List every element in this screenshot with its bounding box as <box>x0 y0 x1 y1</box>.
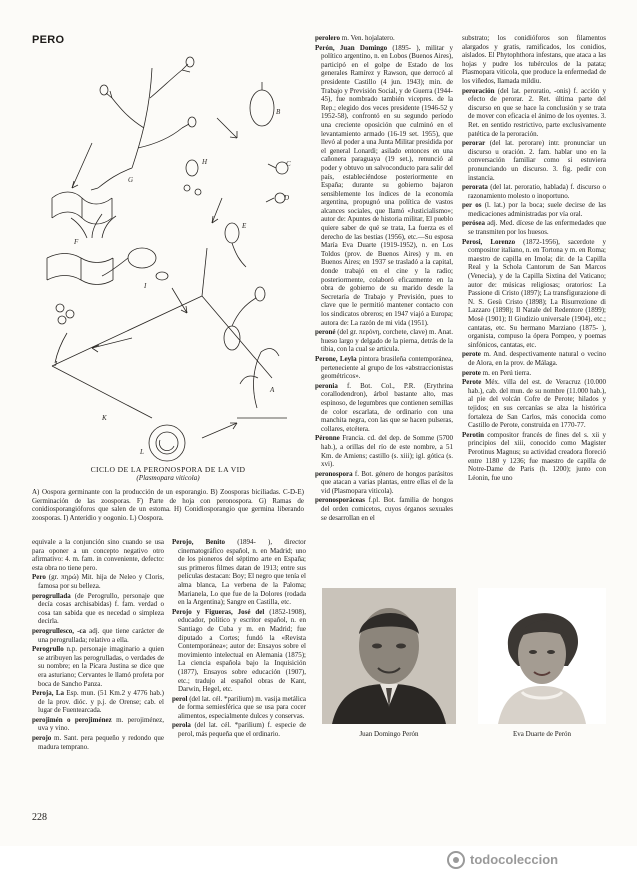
fig-label-g: G <box>128 176 134 184</box>
fig-label-h: H <box>202 158 208 166</box>
figure-caption: A) Oospora germinante con la producción de un esporangio. B) Zoosporas biciliadas. C-D-E) Germinación de las zoosporas. F) Parte de hoja con peronospora. G) Ramas de conidiosporangióforos que salen de un estoma. H) Conidiosporangio que germina liberando zoosporas. I) Anteridio y oogonio. L) Oospora. <box>32 488 304 522</box>
dictionary-entry: perogrullesco, -ca adj. que tiene carácter de una perogrullada; relativo a ella. <box>32 626 164 644</box>
portrait-eva-duarte-de-peron <box>478 588 606 724</box>
watermark-logo-icon <box>446 850 466 870</box>
dictionary-entry: perolero m. Ven. hojalatero. <box>315 34 395 42</box>
dictionary-entry: Perosi, Lorenzo (1872-1956), sacerdote y compositor italiano, n. en Tortona y m. en Roma; maestro de capilla en Imola; dir. de la Capilla Real y la Schola Cantorum de San Marcos (Venecia), y de la Capilla Sixtina del Vaticano; autor de: músicas religiosas; oratorios: La Passione di Cristo (1897); La transfigurazione di N. S. Gesù Cristo (1898); La Risurrezione di Lazzaro (1898); Il Natale del Redentore (1899); Mosè (1901); Il Giudizio universale (1904), etc.; cantatas, etc. Su hermano Marziano (1875- ), organista, compuso la ópera Pompeo, y poemas sinfónicos, cantatas, etc. <box>462 237 606 349</box>
fig-label-d: D <box>284 194 290 202</box>
figure-subtitle: (Plasmopara viticola) <box>136 474 200 482</box>
oospore-outer <box>149 425 185 461</box>
dictionary-entry: per os (l. lat.) por la boca; suele decirse de las medicaciones administradas por vía oral. <box>462 201 606 218</box>
fig-label-f: F <box>74 238 79 246</box>
fig-label-j: J <box>54 360 58 368</box>
conidiophore-branches <box>98 68 182 188</box>
fig-label-k: K <box>102 414 107 422</box>
dictionary-entry: perojo m. Sant. pera pequeño y redondo que madura temprano. <box>32 734 164 751</box>
dictionary-entry: Perotin compositor francés de fines del s. xii y principios del xiii, conocido como Magister Perotinus Magnus; su actividad creadora floreció entre 1180 y 1236; fue maestro de capilla de Notre-Dame de Paris (h. 1200); junto con Léonin, fue uno <box>462 430 606 482</box>
fig-label-a: A <box>270 386 275 394</box>
page-number: 228 <box>32 812 47 823</box>
fig-label-c: C <box>286 160 291 168</box>
fig-label-i: I <box>144 282 147 290</box>
dictionary-entry: perorar (del lat. perorare) intr. pronunciar un discurso u oración. 2. fam. hablar uno en la conversación familiar como si estuviera pronunciando un discurso. 3. fig. pedir con instancia. <box>462 139 606 182</box>
portrait-man-image <box>322 588 456 724</box>
photo-caption-right: Eva Duarte de Perón <box>512 730 572 738</box>
dictionary-entry: perola (del lat. cél. *parilium) f. especie de perol, más pequeña que el ordinario. <box>172 721 306 739</box>
dictionary-entry: Perone, Leyla pintora brasileña contemporánea, perteneciente al grupo de los «abstraccionistas geométricos». <box>315 354 453 381</box>
leaf-cells-lower <box>47 254 113 285</box>
dictionary-entry: perorata (del lat. peroratio, hablada) f. discurso o razonamiento molesto o inoportuno. <box>462 183 606 200</box>
dictionary-entry: Péronne Francia. cd. del dep. de Somme (5700 hab.), a orillas del río de este nombre, a 51 Km. de Amiens; castillo (s. xiii); igl. gótica (s. xvi). <box>315 434 453 469</box>
dictionary-entry: peronia f. Bot. Col., P.R. (Erythrina corallodendron), árbol bastante alto, mas espinoso, de legumbres que contienen semillas de color escarlata, de ordinario con una manchita negra, con las que se hacen pulseras, collares, etcétera. <box>315 381 453 433</box>
text-column-4 <box>462 34 606 582</box>
figure-title: CICLO DE LA PERONOSPORA DE LA VID <box>90 465 246 474</box>
dictionary-entry: perote m. And. despectivamente natural o vecino de Alora, en la prov. de Málaga. <box>462 350 606 367</box>
portrait-juan-domingo-peron <box>322 588 456 724</box>
vine-sprout <box>240 349 279 408</box>
text-column-1 <box>32 538 164 808</box>
cycle-triangle <box>52 296 272 378</box>
running-head: PERO <box>32 34 65 46</box>
entry-text: substrato; los conidióforos son filamentos alargados y gratis, ramificados, los conidios, aislados. El Phytophthora infestans, que ataca a las hojas y pudre los tubérculos de la patata; Plasmopara viticola, que produce la enfermedad de los viñedos, llamada mildiu. <box>462 34 606 85</box>
dictionary-entry: Perón, Juan Domingo (1895- ), militar y político argentino, n. en Lobos (Buenos Aires), participó en el golpe de Estado de los generales Ramírez y Rawson, que derrocó al presidente Castillo (4 jun. 1943); min. de Trabajo y Previsión Social, y de Guerra (1944-45), fue nombrado también vicepres. de la Rep.; elegido dos veces presidente (1946-52 y 1952-58), confrontó en su segundo período una creciente oposición que culminó en el levantamiento armado (16-19 set. 1955), que llevó al poder a una Junta Militar presidida por el general Lonardi; asilado entonces en una cañonera paraguaya (19 set.), renunció al poder y obtuvo un salvoconducto para salir del país, estableciéndose posteriormente en España; durante su gobierno bajaron sensiblemente los índices de la economía argentina, propugnó una política de vastos alcances sociales, que llamó «Justicialismo»; autor de: Apuntes de historia militar, El pueblo quiere saber de qué se trata, La fuerza es el derecho de las bestias (1956), etc.—Su esposa María Eva Duarte (1919-1952), n. en Los Toldos (prov. de Buenos Aires) y m. en Buenos Aires; en 1937 se trasladó a la capital, donde trabajó en el cine y la radio; posteriormente, colaboró eficazmente en la obra de gobierno de su marido desde la Secretaría de Trabajo y Previsión, pues to clave que le permitió mantener contacto con los sindicatos obreros; en 1947 viajó a Europa; autora de: La razón de mi vida (1951). <box>315 43 453 327</box>
dictionary-entry: peroración (del lat. peroratio, -onis) f. acción y efecto de perorar. 2. Ret. última parte del discurso en que se hace la conclusión y se trata de mover con eficacia el ánimo de los oyentes. 3. Ret. en sentido restrictivo, parte exclusivamente patética de la peroración. <box>462 86 606 138</box>
text-column-3 <box>315 34 453 582</box>
dictionary-entry: perósea adj. Med. dícese de las enfermedades que se transmiten por los huesos. <box>462 219 606 237</box>
dictionary-entry: Perojo, Benito (1894- ), director cinematográfico español, n. en Madrid; uno de los pioneros del séptimo arte en España; sus primeros filmes datan de 1913; entre sus películas destacan: Boy; El negro que tenía el alma blanca, La verbena de la Paloma; Marianela, Lo que fue de la Dolores (rodada en la Argentina); Sangre en Castilla, etc. <box>172 538 306 607</box>
dictionary-entry: perogrullada (de Perogrullo, personaje que decía cosas archisabidas) f. fam. verdad o cosa tan sabida que es necedad o simpleza decirla. <box>32 591 164 626</box>
text-column-2 <box>172 538 306 808</box>
dictionary-entry: perote m. en Perú tierra. <box>462 368 532 377</box>
dictionary-entry: Perogrullo n.p. personaje imaginario a quien se atribuyen las perogrulladas, o verdades de su nombre; en la Pícara Justina se dice que era asturiano; Cervantes le llamó profeta por boca de Sancho Panza. <box>32 645 164 688</box>
dictionary-entry: perojimén o perojiménez m. perojiménez, uva y vino. <box>32 715 164 733</box>
dictionary-entry: Peroja, La Esp. mun. (51 Km.2 y 4776 hab.) de la prov. dióc. y p.j. de Orense; cab. el lugar de Fuentearcada. <box>32 689 164 715</box>
dictionary-entry: Perote Méx. villa del est. de Veracruz (10.000 hab.), cab. del mun. de su nombre (11.000 hab.), al pie del volcán Cofre de Perote; hilados y tejidos; en sus cercanías se alza la histórica fortaleza de San Carlos, más conocida como Castillo de Perote, construida en 1770-77. <box>462 378 606 430</box>
leaf-cells-upper <box>52 192 112 224</box>
photo-caption-left: Juan Domingo Perón <box>359 730 419 738</box>
peronospora-cycle-figure <box>32 48 304 468</box>
fig-label-e: E <box>242 222 247 230</box>
dictionary-entry: Pero (gr. πηρώ) Mit. hija de Neleo y Cloris, famosa por su belleza. <box>32 573 164 590</box>
dictionary-entry: peroné (del gr. περόνη, corchete, clave) m. Anat. hueso largo y delgado de la pierna, detrás de la tibia, con la cual se articula. <box>315 328 453 354</box>
cycle-illustration <box>32 48 304 468</box>
fig-label-b: B <box>276 108 281 116</box>
dictionary-entry: peronospora f. Bot. género de hongos parásitos que atacan a varias plantas, entre ellas el de la vid (Plasmopara viticola). <box>315 469 453 495</box>
fig-label-l: L <box>140 448 144 456</box>
portrait-woman-image <box>478 588 606 724</box>
dictionary-entry: perol (del lat. cél. *parilium) m. vasija metálica de forma semiesférica que se usa para cocer alimentos, especialmente dulces y conservas. <box>172 694 306 720</box>
dictionary-entry: peronosporáceas f.pl. Bot. familia de hongos del orden comicetos, cuyos órganos sexuales se desarrollan en el <box>315 496 453 522</box>
entry-text: equivale a la conjunción sino cuando se usa para oponer a un concepto negativo otro afirmativo: 4. m. fam. in conveniente, defecto: esta obra no tiene pero. <box>32 538 164 572</box>
watermark-text: todocoleccion <box>470 852 559 867</box>
dictionary-entry: Perojo y Figueras, José del (1852-1908), educador, político y escritor español, n. en Santiago de Cuba y m. en Madrid; fue diputado a Cortes; fundó la «Revista Contemporánea»; autor de: Ensayos sobre el movimiento intelectual en Alemania (1875); La ciencia española bajo la Inquisición (1877), Ensayos sobre educación (1907), etc.; tradujo al español obras de Kant, Darwin, Hegel, etc. <box>172 607 306 694</box>
